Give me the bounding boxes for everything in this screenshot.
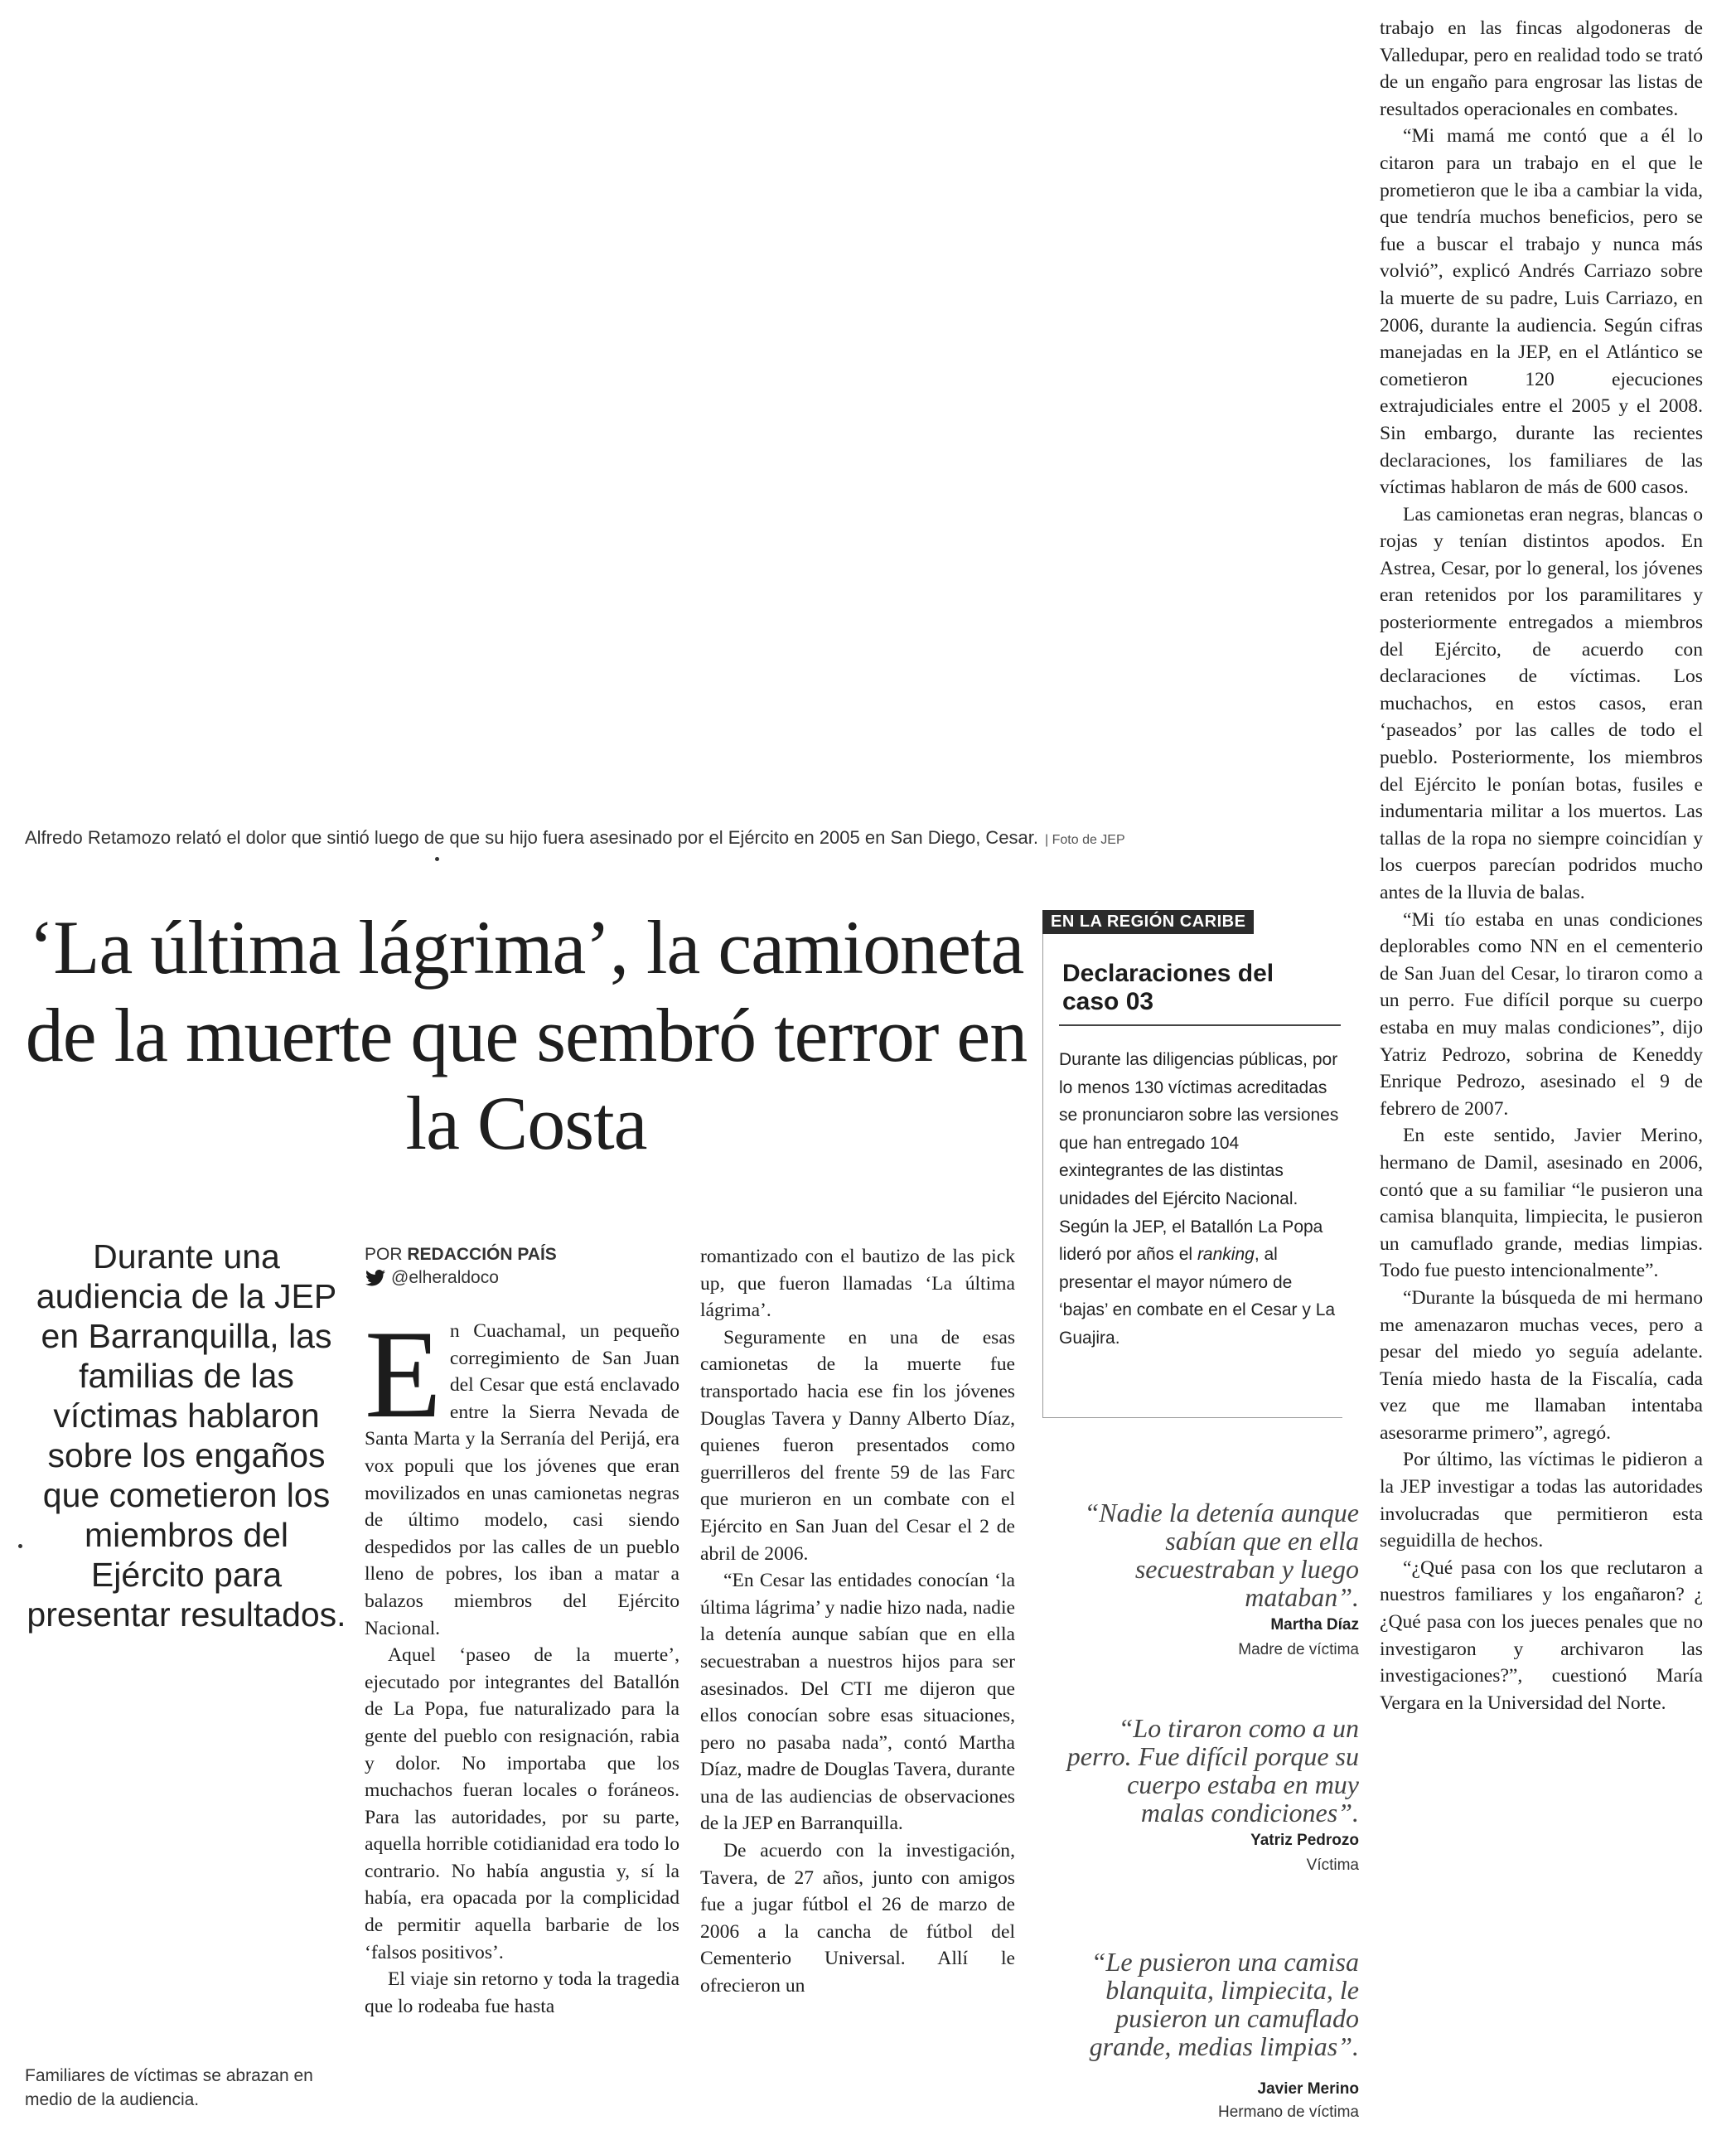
byline-prefix: POR [365,1245,403,1264]
photo-caption-2: Familiares de víctimas se abrazan en medio de la audiencia. [25,2066,313,2109]
quote-attribution-role: Madre de víctima [1238,1641,1359,1658]
body-column-1 [365,1305,679,2020]
body-paragraph: En Cuachamal, un pequeño corregimiento de San Juan del Cesar que está enclavado entre la Sierra Nevada de Santa Marta y la Serranía del Perijá, era vox populi que los jóvenes que eran movilizados en unas camionetas negras de último modelo, casi siendo despedidos por las calles de un pueblo lleno de pobres, los iban a matar a balazos miembros del Ejército Nacional. [365,1305,679,1639]
sidebar-bottom-rule [1042,1417,1342,1418]
body-paragraph: Seguramente en una de esas camionetas de la muerte fue transportado hacia ese fin los jóvenes Douglas Tavera y Danny Alberto Díaz, quienes fueron presentados como guerrilleros del frente 59 de las Farc que murieron en un combate con el Ejército en San Juan del Cesar el 2 de abril de 2006. [700,1326,1015,1565]
scan-speck [18,1544,22,1548]
byline-author: REDACCIÓN PAÍS [407,1245,557,1264]
body-paragraph: Aquel ‘paseo de la muerte’, ejecutado por integrantes del Batallón de La Popa, fue naturalizado para la gente del pueblo con resignación, rabia y dolor. No importaba que los muchachos fueran locales o foráneos. Para las autoridades, por su parte, aquella horrible cotidianidad era todo lo contrario. No había angustia y, sí la había, era opacada por la complicidad de permitir aquella barbarie de los ‘falsos positivos’. [365,1644,679,1963]
sidebar-title: Declaraciones del caso 03 [1062,960,1274,1015]
quote-attribution-name: Martha Díaz [1270,1616,1359,1634]
subhead: Durante una audiencia de la JEP en Barranquilla, las familias de las víctimas hablaron sobre los engaños que cometieron los miembros del Ejército para presentar resultados. [27,1237,346,1634]
body-paragraph: trabajo en las fincas algodoneras de Valledupar, pero en realidad todo se trató de un engaño para engrosar las listas de resultados operacionales en combates. [1380,17,1703,120]
body-paragraph: “Mi tío estaba en unas condiciones deplorables como NN en el cementerio de San Juan del Cesar, lo tiraron como a un perro. Fue difícil porque su cuerpo estaba en muy malas condiciones”, dijo Yatriz Pedrozo, sobrina de Keneddy Enrique Pedrozo, asesinado el 9 de febrero de 2007. [1380,908,1703,1120]
headline: ‘La última lágrima’, la camioneta de la muerte que sembró terror en la Costa [25,905,1028,1165]
byline-handle: @elheraldoco [391,1268,499,1287]
body-column-2 [700,1243,1015,2000]
body-paragraph: “¿Qué pasa con los que reclutaron a nuestros familiares y los engañaron? ¿ ¿Qué pasa con los jueces penales que no investigaron y archivaron las investigaciones?”, cuestionó María Vergara en la Universidad del Norte. [1380,1556,1703,1714]
body-paragraph: “En Cesar las entidades conocían ‘la última lágrima’ y nadie hizo nada, nadie la detenía aunque sabían que en ella secuestraban a nuestros hijos para ser asesinados. Del CTI me dijeron que ellos conocían sobre esas situaciones, pero no pasaba nada”, contó Martha Díaz, madre de Douglas Tavera, durante una de las audiencias de observaciones de la JEP en Barranquilla. [700,1570,1015,1835]
body-paragraph: El viaje sin retorno y toda la tragedia que lo rodeaba fue hasta [365,1968,679,2017]
quote-attribution-role: Víctima [1306,1856,1359,1874]
sidebar-left-rule [1042,910,1043,1417]
byline [365,1245,563,1288]
sidebar-body: Durante las diligencias públicas, por lo menos 130 víctimas acreditadas se pronunciaron sobre las versiones que han entregado 104 exintegrantes de las distintas unidades del Ejército Nacional. Según la JEP, el Batallón La Popa lideró por años el ranking, al presentar el mayor número de ‘bajas’ en combate en el Cesar y La Guajira. [1059,1050,1339,1348]
body-paragraph: Por último, las víctimas le pidieron a la JEP investigar a todas las autoridades involucradas que permitieron esta seguidilla de hechos. [1380,1449,1703,1552]
drop-cap: E [365,1305,442,1444]
quote-attribution-name: Javier Merino [1257,2080,1359,2098]
photo-area [0,0,1334,816]
body-column-4 [1380,15,1703,1716]
quote-attribution-role: Hermano de víctima [1217,2103,1359,2121]
pull-quote: “Lo tiraron como a un perro. Fue difícil porque su cuerpo estaba en muy malas condiciones”. [1066,1713,1359,1827]
quote-attribution-name: Yatriz Pedrozo [1250,1832,1359,1849]
twitter-bird-icon [365,1270,386,1286]
scan-speck [435,857,439,861]
body-paragraph: “Mi mamá me contó que a él lo citaron para un trabajo en el que le prometieron que le iba a cambiar la vida, que tendría muchos beneficios, pero se fue a buscar el trabajo y nunca más volvió”, explicó Andrés Carriazo sobre la muerte de su padre, Luis Carriazo, en 2006, durante la audiencia. Según cifras manejadas en la JEP, en el Atlántico se cometieron 120 ejecuciones extrajudiciales entre el 2005 y el 2008. Sin embargo, durante las recientes declaraciones, los familiares de las víctimas hablaron de más de 600 casos. [1380,125,1703,499]
body-paragraph: En este sentido, Javier Merino, hermano de Damil, asesinado en 2006, contó que a su familiar “le pusieron una camisa blanquita, limpiecita, le pusieron un camuflado grande, medias limpias. Todo fue puesto intencionalmente”. [1380,1125,1703,1282]
sidebar-divider [1059,1024,1341,1026]
sidebar-tag: EN LA REGIÓN CARIBE [1042,910,1254,934]
photo-caption [25,827,1342,849]
body-paragraph: Las camionetas eran negras, blancas o rojas y tenían distintos apodos. En Astrea, Cesar, por lo general, los jóvenes eran retenidos por los paramilitares y posteriormente entregados a miembros del Ejército, de acuerdo con declaraciones de víctimas. Los muchachos, en estos casos, eran ‘paseados’ por las calles de todo el pueblo. Posteriormente, los miembros del Ejército le ponían botas, fusiles e indumentaria militar a los muertos. Las tallas de la ropa no siempre coincidían y los cuerpos parecían podridos mucho antes de la lluvia de balas. [1380,503,1703,903]
photo-caption-text: Alfredo Retamozo relató el dolor que sintió luego de que su hijo fuera asesinado por el Ejército en 2005 en San Diego, Cesar. [25,827,1038,848]
body-paragraph: “Durante la búsqueda de mi hermano me amenazaron muchas veces, pero a pesar del miedo yo seguía adelante. Tenía miedo hasta de la Fiscalía, cada vez que me llamaban intentaba asesorarme primero”, agregó. [1380,1286,1703,1444]
body-paragraph: De acuerdo con la investigación, Tavera, de 27 años, junto con amigos fue a jugar fútbol el 26 de marzo de 2006 a la cancha de fútbol del Cementerio Universal. Allí le ofrecieron un [700,1840,1015,1997]
sidebar-italic-word: ranking [1197,1245,1255,1265]
pull-quote: “Le pusieron una camisa blanquita, limpiecita, le pusieron un camuflado grande, medias limpias”. [1089,1947,1359,2061]
body-paragraph: romantizado con el bautizo de las pick up, que fueron llamadas ‘La última lágrima’. [700,1246,1015,1322]
pull-quote: “Nadie la detenía aunque sabían que en ella secuestraban y luego mataban”. [1084,1498,1359,1612]
photo-credit: | Foto de JEP [1045,833,1125,847]
